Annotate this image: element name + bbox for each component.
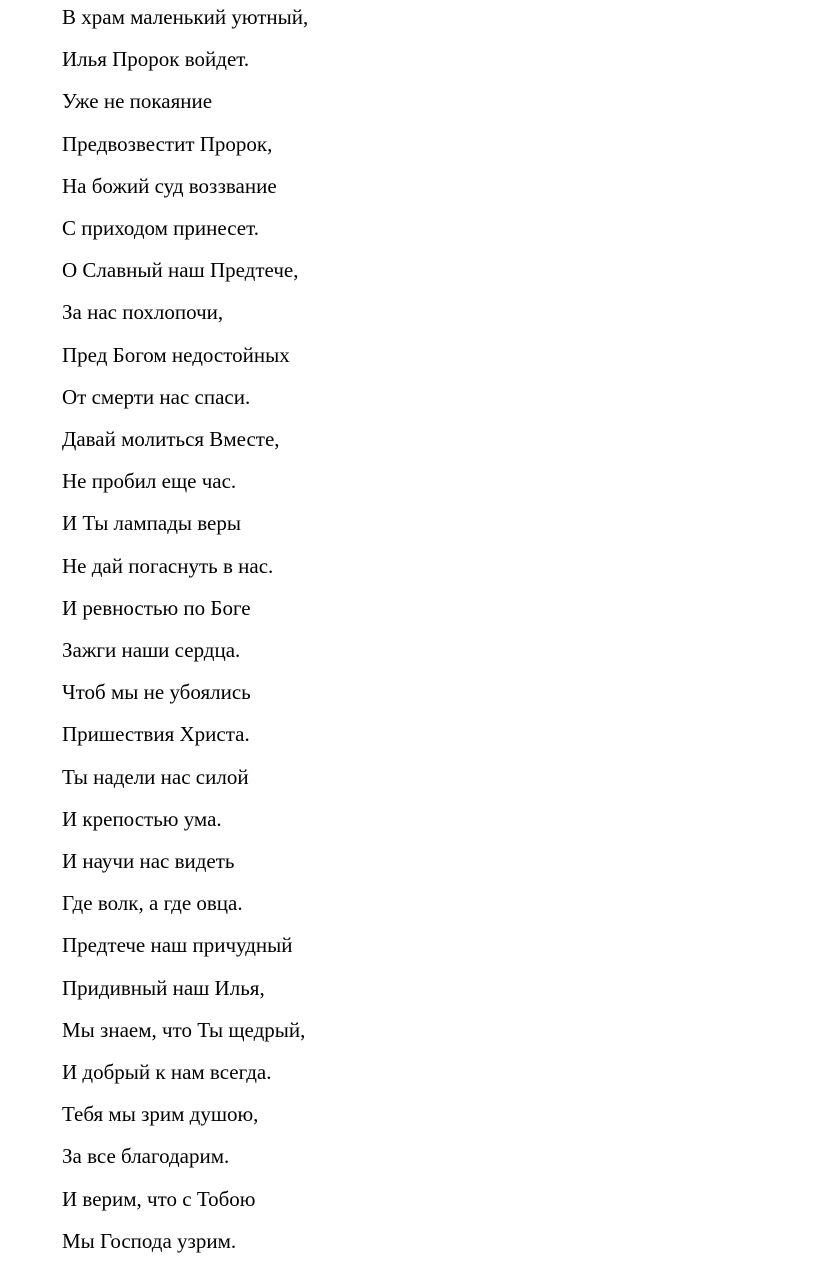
poem-line: В храм маленький уютный, xyxy=(62,5,309,29)
poem-line: От смерти нас спаси. xyxy=(62,384,251,409)
poem-line: Зажги наши сердца. xyxy=(62,638,241,662)
poem-line: Не пробил еще час. xyxy=(62,469,237,494)
poem-line: За все благодарим. xyxy=(62,1144,230,1169)
poem-line: С приходом принесет. xyxy=(62,216,259,240)
poem-line: Предтече наш причудный xyxy=(62,933,293,958)
poem-line: На божий суд воззвание xyxy=(62,173,277,198)
poem-line: Не дай погаснуть в нас. xyxy=(62,553,274,578)
poem-line: О Славный наш Предтече, xyxy=(62,258,299,283)
poem-line: Уже не покаяние xyxy=(62,89,213,114)
poem-line: Давай молиться Вместе, xyxy=(62,427,280,451)
poem-line: И крепостью ума. xyxy=(62,806,222,831)
poem-line: Мы Господа узрим. xyxy=(62,1228,237,1253)
poem-line: И добрый к нам всегда. xyxy=(62,1060,272,1084)
poem-line: Тебя мы зрим душою, xyxy=(62,1102,259,1127)
poem-line: За нас похлопочи, xyxy=(62,300,224,325)
poem-line: И ревностью по Боге xyxy=(62,595,251,620)
poem-line: Пришествия Христа. xyxy=(62,722,250,747)
poem-line: Предвозвестит Пророк, xyxy=(62,131,273,156)
poem-line: Пред Богом недостойных xyxy=(62,342,290,367)
poem-line: И Ты лампады веры xyxy=(62,511,241,536)
poem-line: Илья Пророк войдет. xyxy=(62,47,250,72)
poem-line: Придивный наш Илья, xyxy=(62,975,265,1000)
poem-line: Где волк, а где овца. xyxy=(62,891,243,916)
poem-line: Ты надели нас силой xyxy=(62,764,249,789)
poem-line: Чтоб мы не убоялись xyxy=(62,680,251,705)
poem-line: Мы знаем, что Ты щедрый, xyxy=(62,1017,306,1042)
poem-line: И верим, что с Тобою xyxy=(62,1186,256,1211)
poem-line: И научи нас видеть xyxy=(62,849,235,873)
